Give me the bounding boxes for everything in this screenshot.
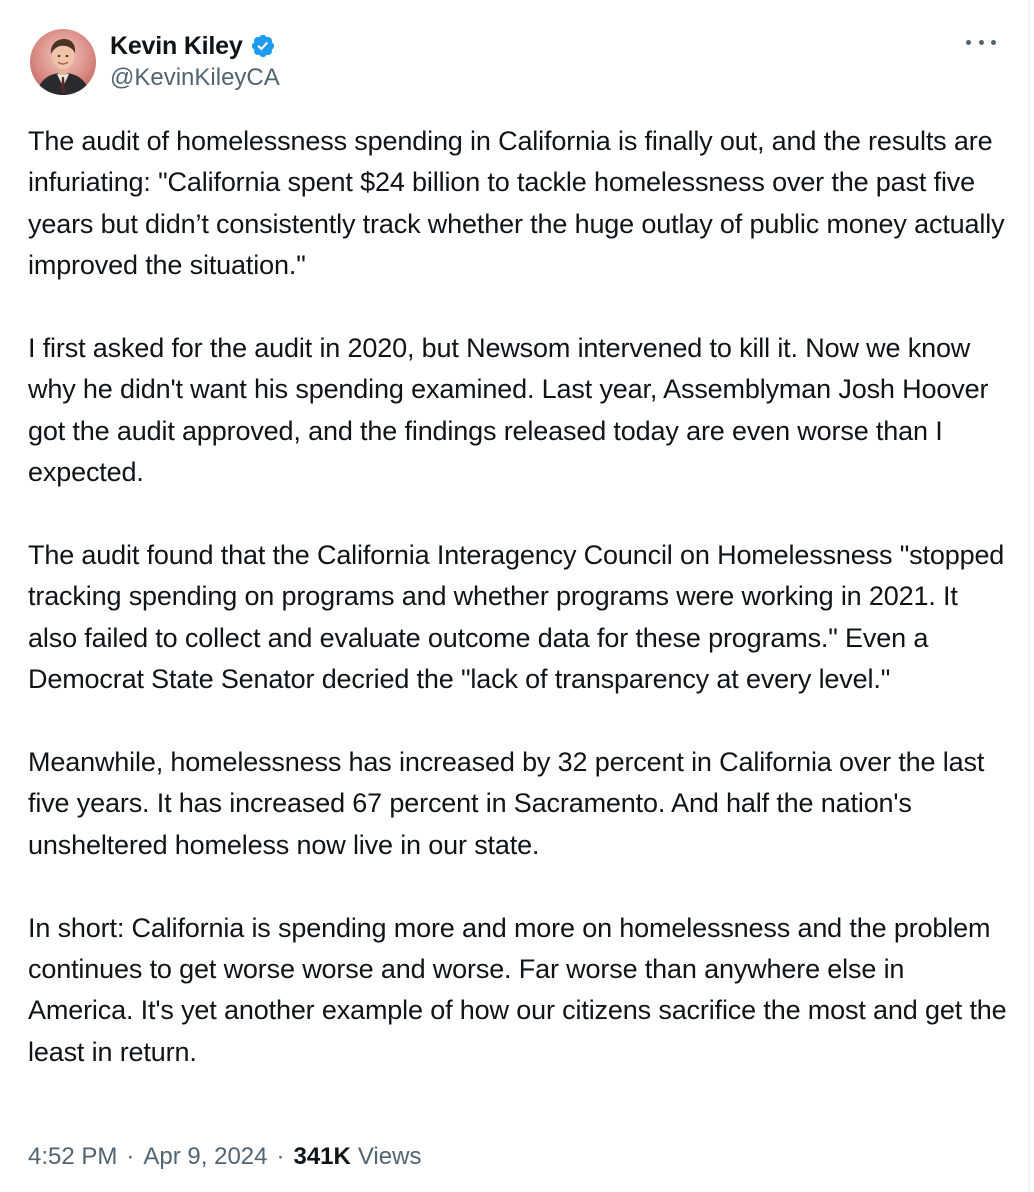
tweet-paragraph: The audit of homelessness spending in California is finally out, and the results are infuriating: "California spent $24 billion to tackle homelessness over the past five years but didn’t consistently track whether the huge outlay of public money actually improved the situation.": [28, 126, 1005, 281]
avatar-image: [30, 29, 96, 95]
dot: [979, 40, 984, 45]
author-display-name[interactable]: Kevin Kiley: [110, 31, 243, 60]
tweet-paragraph: Meanwhile, homelessness has increased by 32 percent in California over the last five years. It has increased 67 percent in Sacramento. And half the nation's unsheltered homeless now live in our state.: [28, 747, 985, 860]
tweet-time[interactable]: 4:52 PM: [28, 1143, 118, 1170]
tweet-paragraph: The audit found that the California Interagency Council on Homelessness "stopped tracking spending on programs and whether programs were working in 2021. It also failed to collect and evaluate outcome data for these programs." Even a Democrat State Senator decried the "lack of transparency at every level.": [28, 540, 1005, 695]
separator: ·: [276, 1143, 285, 1170]
dot: [991, 40, 996, 45]
dot: [966, 40, 971, 45]
separator: ·: [126, 1143, 135, 1170]
views-count[interactable]: 341K: [293, 1143, 351, 1170]
tweet-paragraph: I first asked for the audit in 2020, but Newsom intervened to kill it. Now we know why he didn't want his spending examined. Last year, Assemblyman Josh Hoover got the audit approved, and the findings released today are even worse than I expected.: [28, 333, 989, 488]
tweet-paragraph: In short: California is spending more and more on homelessness and the problem continues to get worse worse and worse. Far worse than anywhere else in America. It's yet another example of how our citizens sacrifice the most and get the least in return.: [28, 912, 1007, 1067]
tweet-date[interactable]: Apr 9, 2024: [143, 1143, 268, 1170]
author-name-row[interactable]: [110, 30, 276, 62]
more-options-icon[interactable]: [966, 32, 996, 52]
avatar[interactable]: [30, 29, 96, 95]
tweet-text: [28, 121, 1013, 1073]
verified-badge-icon[interactable]: [250, 33, 276, 59]
views-label[interactable]: Views: [357, 1143, 422, 1170]
author-handle[interactable]: @KevinKileyCA: [110, 64, 280, 91]
tweet-metadata: [28, 1143, 421, 1171]
